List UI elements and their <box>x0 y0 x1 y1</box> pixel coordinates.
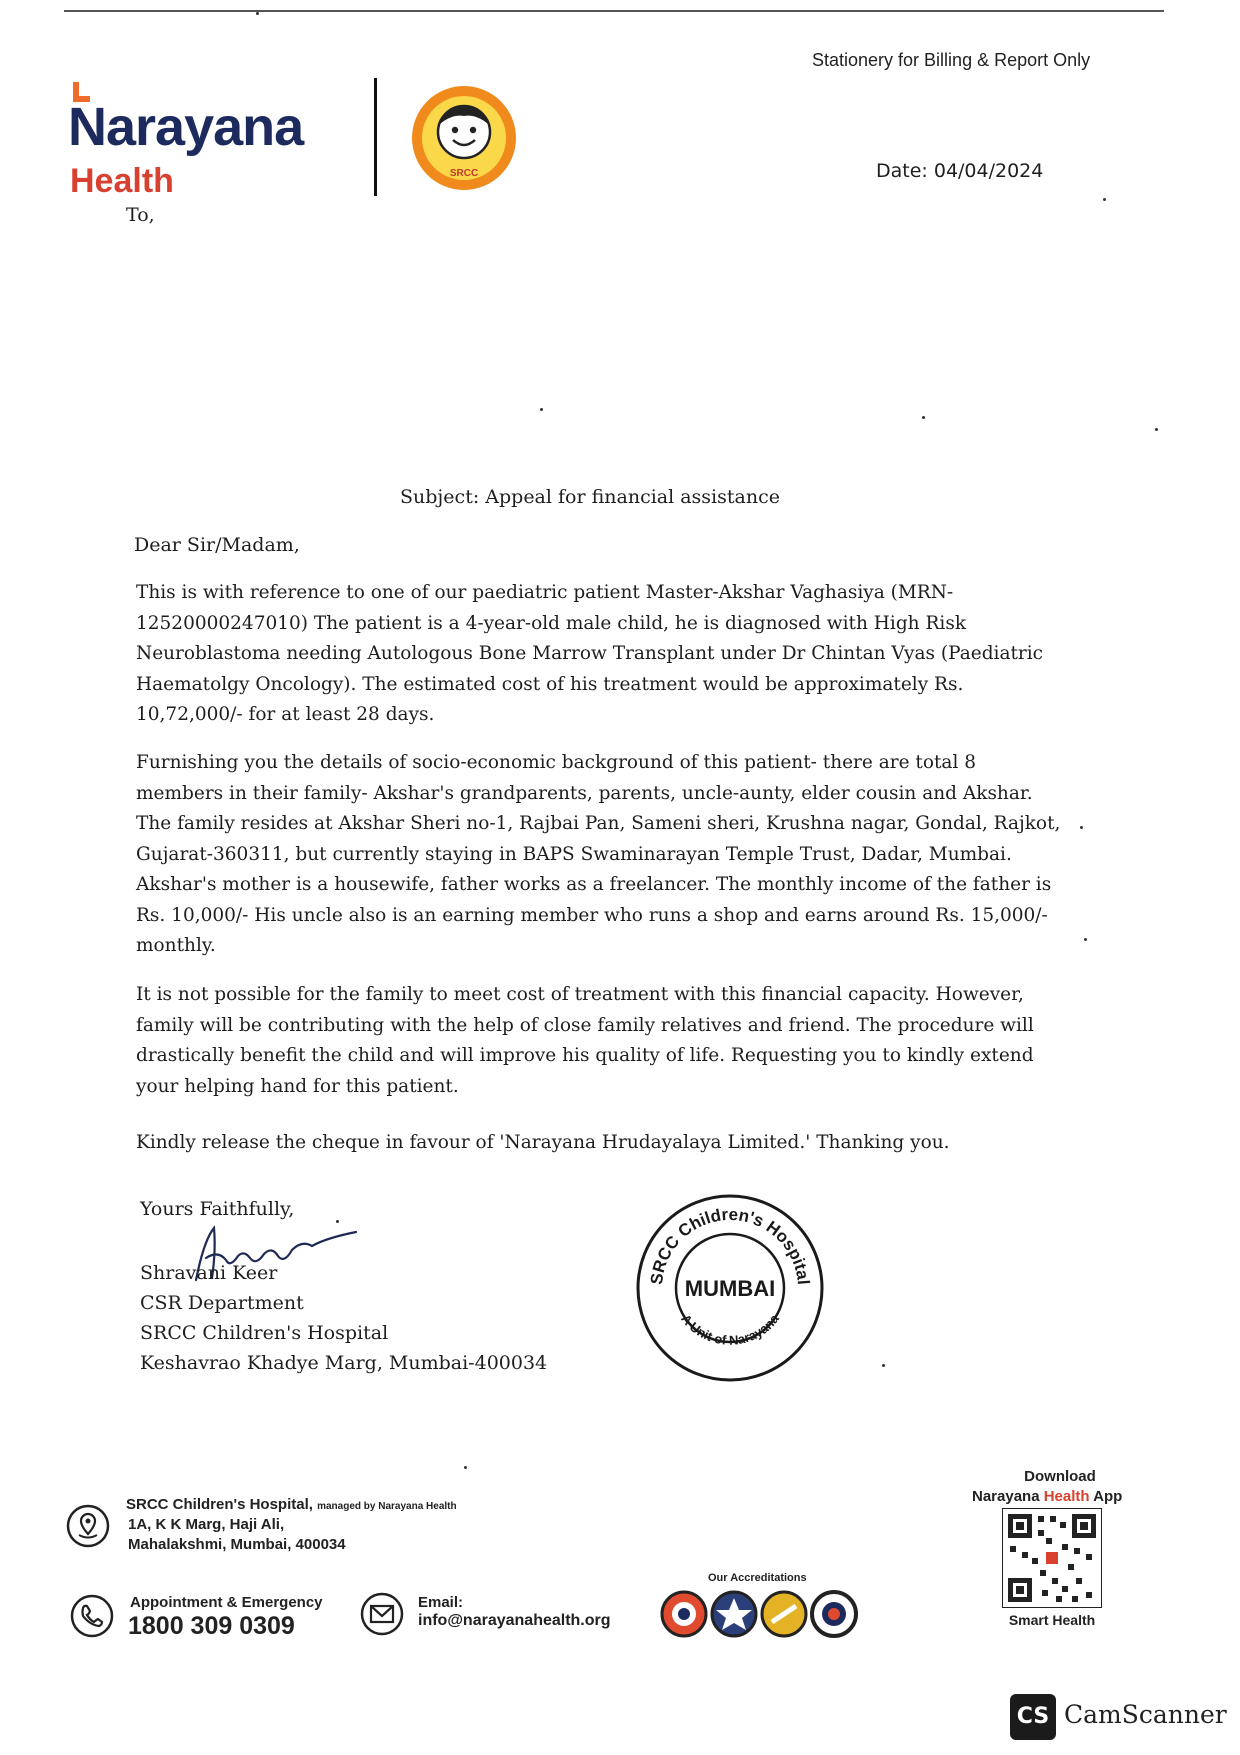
logo-divider <box>374 78 377 196</box>
location-icon <box>66 1504 110 1548</box>
footer-address-line1: 1A, K K Marg, Haji Ali, <box>128 1516 285 1533</box>
scan-speck <box>256 12 259 15</box>
scan-speck <box>1080 826 1083 829</box>
narayana-logo-sub: Health <box>70 162 174 200</box>
scan-speck <box>464 1466 467 1469</box>
hospital-stamp <box>632 1190 828 1386</box>
letter-subject: Subject: Appeal for financial assistance <box>400 486 780 508</box>
srcc-logo-text: SRCC <box>449 168 479 179</box>
narayana-logo-name: Narayana <box>68 97 304 157</box>
signatory-address: Keshavrao Khadye Marg, Mumbai-400034 <box>140 1352 548 1374</box>
scan-speck <box>1103 198 1106 201</box>
mail-icon <box>360 1592 404 1636</box>
scan-speck <box>336 1220 339 1223</box>
app-download-label: Download <box>1024 1468 1096 1485</box>
letter-date: Date: 04/04/2024 <box>876 160 1044 182</box>
paragraph-appeal: It is not possible for the family to meet cost of treatment with this financial capacity. However, family will be contributing with the help of close family relatives and friend. The procedure will drastically benefit the child and will improve his quality of life. Requesting you to kindly extend your helping hand for this patient. <box>136 984 1034 1097</box>
app-name: Narayana Health App <box>972 1488 1123 1505</box>
scan-speck <box>1084 938 1087 941</box>
signatory-hospital: SRCC Children's Hospital <box>140 1322 389 1344</box>
scan-speck <box>540 408 543 411</box>
signature-text-hidden: Shravani <box>306 1280 311 1281</box>
paragraph-cheque-instruction: Kindly release the cheque in favour of 'Narayana Hrudayalaya Limited.' Thanking you. <box>136 1132 950 1153</box>
qr-code-icon[interactable] <box>1002 1508 1102 1608</box>
appointment-number: 1800 309 0309 <box>128 1612 295 1640</box>
camscanner-text: CamScanner <box>1064 1700 1227 1729</box>
footer-managed-by: managed by Narayana Health <box>317 1501 457 1512</box>
appointment-label: Appointment & Emergency <box>130 1594 323 1611</box>
signatory-department: CSR Department <box>140 1292 304 1314</box>
email-value: info@narayanahealth.org <box>418 1612 611 1629</box>
scan-speck <box>922 416 925 419</box>
paragraph-patient-details: This is with reference to one of our paediatric patient Master-Akshar Vaghasiya (MRN-12520000247010) The patient is a 4-year-old male child, he is diagnosed with High Risk Neuroblastoma needing Autologous Bone Marrow Transplant under Dr Chintan Vyas (Paediatric Haematolgy Oncology). The estimated cost of his treatment would be approximately Rs. 10,72,000/- for at least 28 days. <box>136 582 1044 725</box>
stamp-center: MUMBAI <box>684 1276 776 1301</box>
to-line: To, <box>126 204 155 226</box>
scan-speck <box>882 1364 885 1367</box>
accreditations-label: Our Accreditations <box>708 1572 807 1584</box>
svg-text:A Unit of Narayana <box>678 1311 782 1348</box>
smart-health-label: Smart Health <box>1008 1612 1096 1628</box>
stamp-ring-top: SRCC Children's Hospital <box>646 1204 813 1286</box>
stamp-ring-bottom: A Unit of Narayana <box>678 1311 782 1348</box>
scan-speck <box>1155 428 1158 431</box>
footer-address-line2: Mahalakshmi, Mumbai, 400034 <box>128 1536 346 1553</box>
stationery-note: Stationery for Billing & Report Only <box>812 50 1091 70</box>
footer-address-title: SRCC Children's Hospital, managed by Narayana Health <box>126 1496 457 1513</box>
closing: Yours Faithfully, <box>140 1198 295 1220</box>
top-rule <box>64 10 1164 12</box>
paragraph-socio-economic: Furnishing you the details of socio-economic background of this patient- there are total 8 members in their family- Akshar's grandparents, parents, uncle-aunty, elder cousin and Akshar. The family resides at Akshar Sheri no-1, Rajbai Pan, Sameni sheri, Krushna nagar, Gondal, Rajkot, Gujarat-360311, but currently staying in BAPS Swaminarayan Temple Trust, Dadar, Mumbai. Akshar's mother is a housewife, father works as a freelancer. The monthly income of the father is Rs. 10,000/- His uncle also is an earning member who runs a shop and earns around Rs. 15,000/- monthly. <box>136 752 1061 956</box>
srcc-logo-icon <box>410 84 518 192</box>
accreditation-badges-icon <box>660 1588 860 1640</box>
signatory-name: Shravani Keer <box>140 1262 278 1284</box>
camscanner-badge: CS <box>1010 1694 1056 1740</box>
phone-icon <box>70 1594 114 1638</box>
email-label: Email: <box>418 1594 464 1611</box>
salutation: Dear Sir/Madam, <box>134 534 300 556</box>
